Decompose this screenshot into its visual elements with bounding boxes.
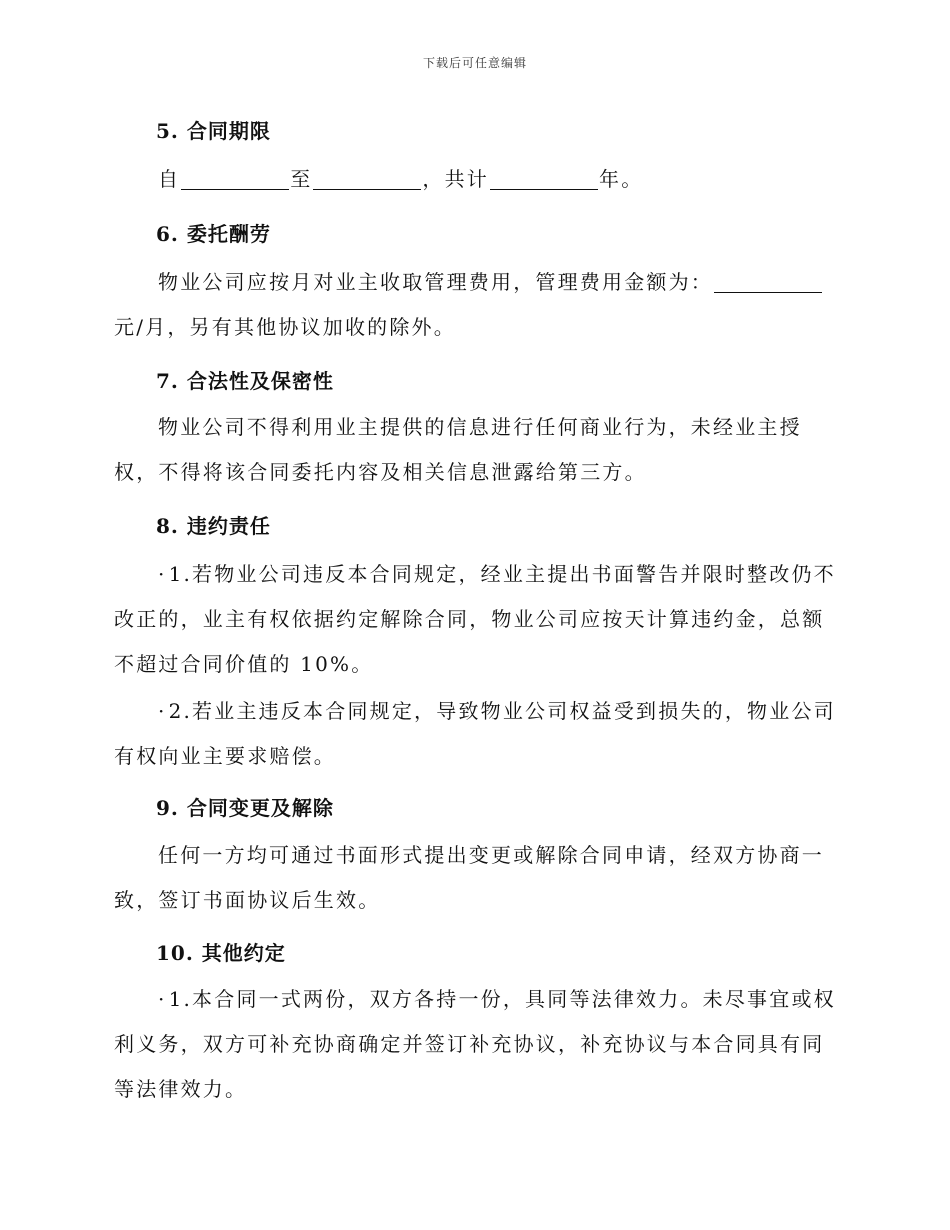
section-heading-confidentiality: 7. 合法性及保密性: [156, 369, 334, 393]
change-paragraph: 任何一方均可通过书面形式提出变更或解除合同申请，经双方协商一致，签订书面协议后生效。: [114, 843, 824, 912]
confidentiality-paragraph: 物业公司不得利用业主提供的信息进行任何商业行为，未经业主授权，不得将该合同委托内容及相关信息泄露给第三方。: [114, 415, 802, 484]
term-start-blank: [181, 167, 289, 190]
bullet: ·: [158, 987, 167, 1011]
page-header: 下载后可任意编辑: [422, 56, 527, 70]
fee-amount-blank: [714, 270, 822, 293]
term-total: ，共计: [422, 167, 490, 191]
term-to: 至: [290, 167, 313, 191]
other-item-1-text: 1.本合同一式两份，双方各持一份，具同等法律效力。未尽事宜或权利义务，双方可补充协商确定并签订补充协议，补充协议与本合同具有同等法律效力。: [114, 987, 836, 1101]
section-heading-other: 10. 其他约定: [156, 941, 286, 965]
breach-item-1: [114, 552, 836, 687]
bullet: ·: [158, 699, 167, 723]
breach-item-1-text: 1.若物业公司违反本合同规定，经业主提出书面警告并限时整改仍不改正的，业主有权依据约定解除合同，物业公司应按天计算违约金，总额不超过合同价值的 10%。: [114, 562, 836, 676]
term-line: [114, 157, 836, 202]
term-end-blank: [313, 167, 421, 190]
section-heading-breach: 8. 违约责任: [156, 514, 271, 538]
fee-paragraph: [114, 260, 836, 350]
bullet: ·: [158, 562, 167, 586]
breach-item-2: [114, 689, 836, 779]
section-heading-change: 9. 合同变更及解除: [156, 796, 334, 820]
section-heading-fee: 6. 委托酬劳: [156, 222, 271, 246]
breach-item-2-text: 2.若业主违反本合同规定，导致物业公司权益受到损失的，物业公司有权向业主要求赔偿。: [114, 699, 836, 768]
other-item-1: [114, 977, 836, 1112]
term-from: 自: [158, 167, 181, 191]
fee-text-before: 物业公司应按月对业主收取管理费用，管理费用金额为：: [158, 270, 713, 294]
section-heading-term: 5. 合同期限: [156, 119, 271, 143]
term-unit: 年。: [599, 167, 644, 191]
fee-text-after: 元/月，另有其他协议加收的除外。: [114, 315, 456, 339]
term-years-blank: [490, 167, 598, 190]
